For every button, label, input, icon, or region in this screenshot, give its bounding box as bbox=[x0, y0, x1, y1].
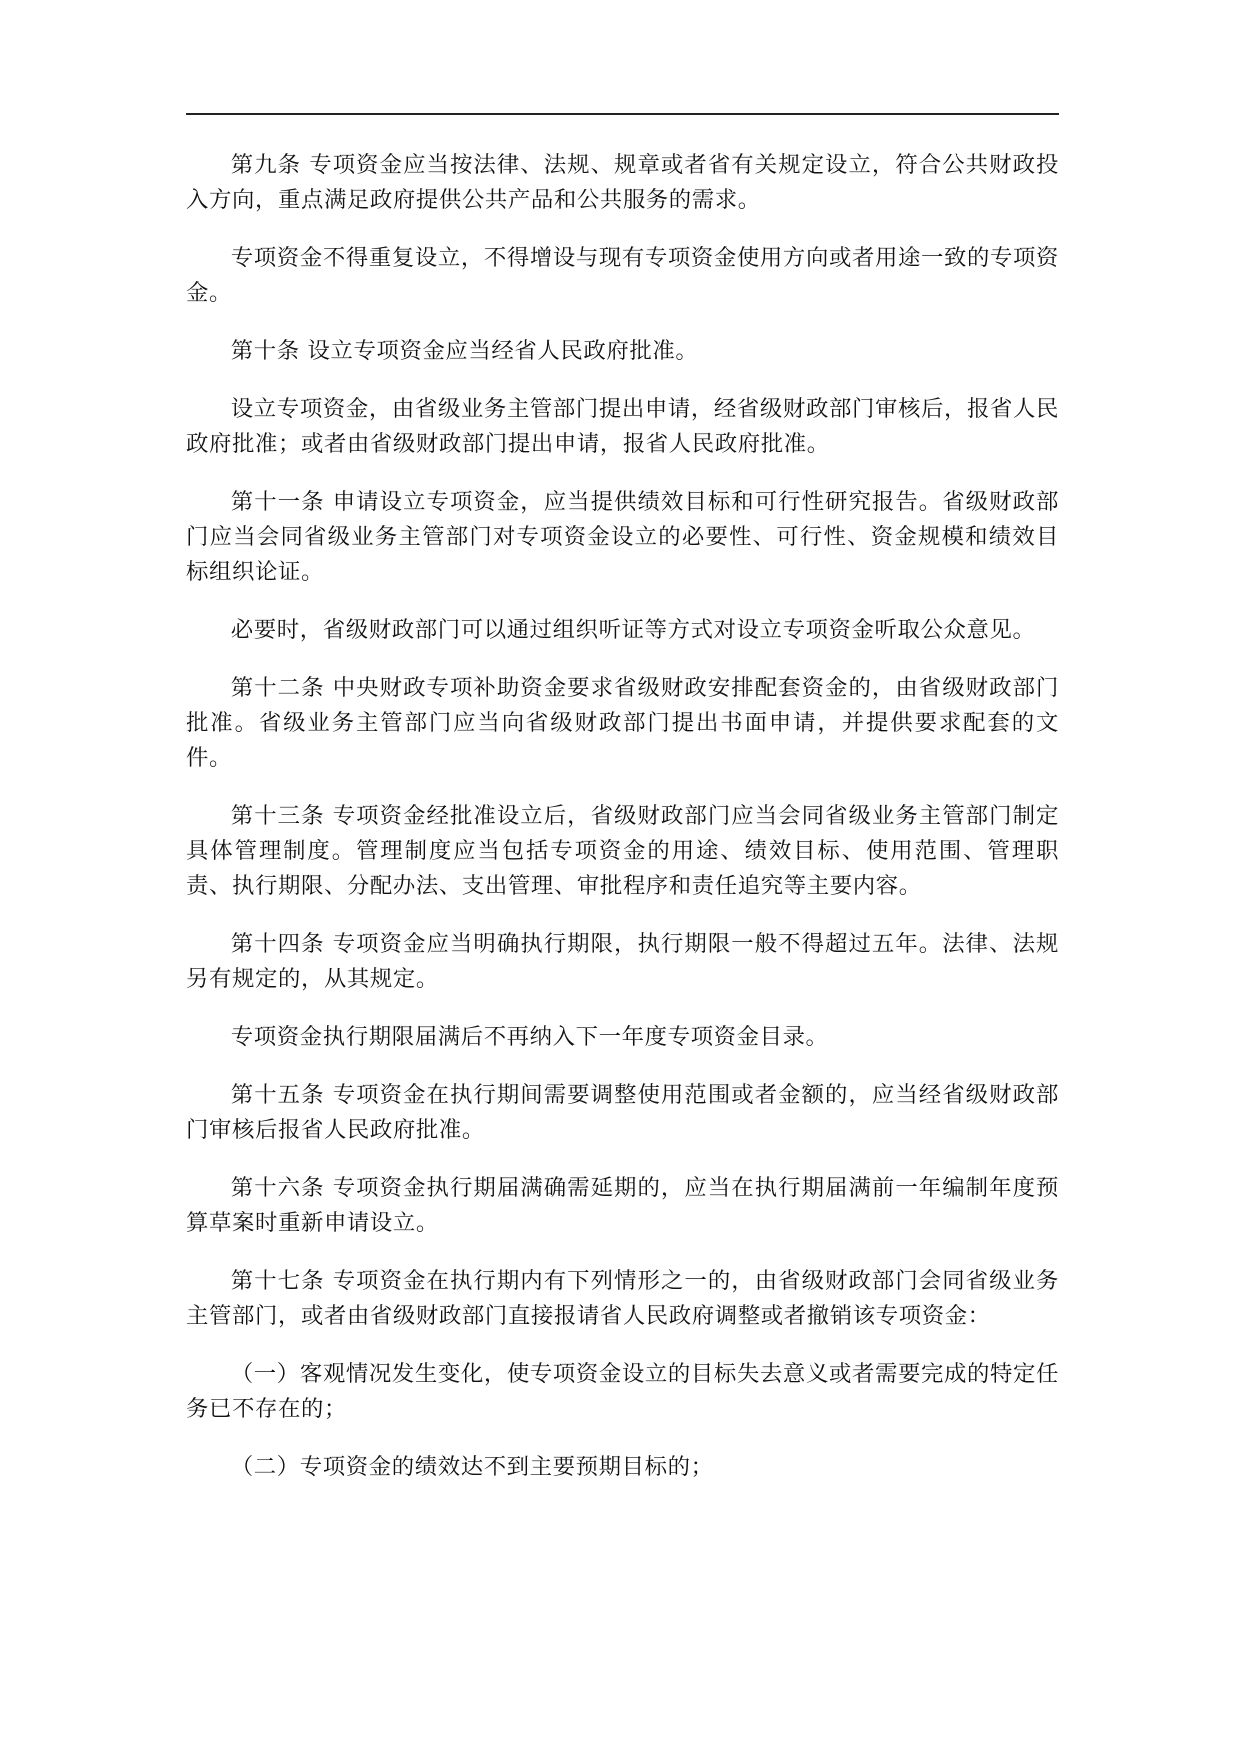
article-9-paragraph: 第九条 专项资金应当按法律、法规、规章或者省有关规定设立，符合公共财政投入方向，重点满足政府提供公共产品和公共服务的需求。 bbox=[186, 152, 1059, 213]
article-17-item-1: （一）客观情况发生变化，使专项资金设立的目标失去意义或者需要完成的特定任务已不存在的； bbox=[186, 1361, 1059, 1422]
article-11-clause-2: 必要时，省级财政部门可以通过组织听证等方式对设立专项资金听取公众意见。 bbox=[230, 617, 1036, 643]
article-16-paragraph: 第十六条 专项资金执行期届满确需延期的，应当在执行期届满前一年编制年度预算草案时重新申请设立。 bbox=[186, 1175, 1059, 1236]
article-17-item-2: （二）专项资金的绩效达不到主要预期目标的； bbox=[230, 1454, 714, 1480]
article-14-paragraph: 第十四条 专项资金应当明确执行期限，执行期限一般不得超过五年。法律、法规另有规定的，从其规定。 bbox=[186, 931, 1059, 992]
article-14-clause-2: 专项资金执行期限届满后不再纳入下一年度专项资金目录。 bbox=[230, 1024, 829, 1050]
header-rule bbox=[186, 113, 1059, 115]
article-9-clause-2: 专项资金不得重复设立，不得增设与现有专项资金使用方向或者用途一致的专项资金。 bbox=[186, 245, 1059, 306]
article-10-paragraph: 第十条 设立专项资金应当经省人民政府批准。 bbox=[230, 338, 699, 364]
article-17-paragraph: 第十七条 专项资金在执行期内有下列情形之一的，由省级财政部门会同省级业务主管部门，或者由省级财政部门直接报请省人民政府调整或者撤销该专项资金： bbox=[186, 1268, 1059, 1329]
article-12-paragraph: 第十二条 中央财政专项补助资金要求省级财政安排配套资金的，由省级财政部门批准。省级业务主管部门应当向省级财政部门提出书面申请，并提供要求配套的文件。 bbox=[186, 675, 1059, 771]
document-body bbox=[186, 148, 1059, 1508]
article-13-paragraph: 第十三条 专项资金经批准设立后，省级财政部门应当会同省级业务主管部门制定具体管理制度。管理制度应当包括专项资金的用途、绩效目标、使用范围、管理职责、执行期限、分配办法、支出管理、审批程序和责任追究等主要内容。 bbox=[186, 803, 1059, 899]
article-15-paragraph: 第十五条 专项资金在执行期间需要调整使用范围或者金额的，应当经省级财政部门审核后报省人民政府批准。 bbox=[186, 1082, 1059, 1143]
article-10-clause-2: 设立专项资金，由省级业务主管部门提出申请，经省级财政部门审核后，报省人民政府批准；或者由省级财政部门提出申请，报省人民政府批准。 bbox=[186, 396, 1059, 457]
article-11-paragraph: 第十一条 申请设立专项资金，应当提供绩效目标和可行性研究报告。省级财政部门应当会同省级业务主管部门对专项资金设立的必要性、可行性、资金规模和绩效目标组织论证。 bbox=[186, 489, 1059, 585]
